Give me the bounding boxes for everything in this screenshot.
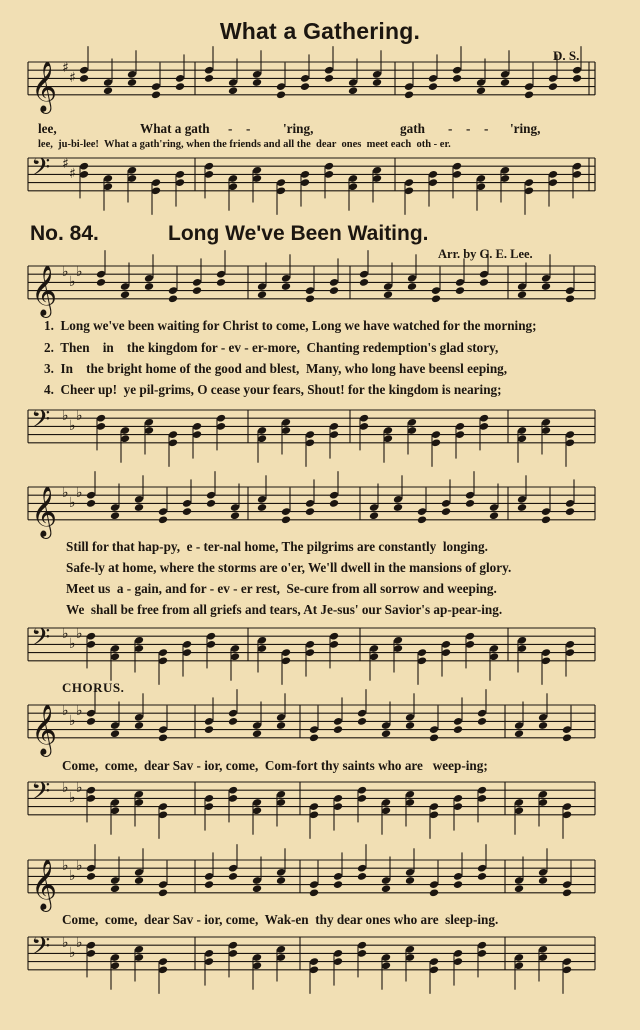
note-head <box>329 499 339 508</box>
verse-4-line-a: 4. Cheer up! ye pil-grims, O cease your fears, Shout! for the kingdom is nearing; <box>44 382 502 397</box>
flat-icon: ♭ <box>76 408 83 424</box>
note-head <box>204 74 214 83</box>
note-head <box>120 290 130 299</box>
top-lyric-1j: 'ring, <box>510 121 541 136</box>
note-head <box>110 729 120 738</box>
top-lyric-1f: gath <box>400 121 425 136</box>
flat-icon: ♭ <box>76 858 83 874</box>
note-head <box>158 888 168 897</box>
flat-icon: ♭ <box>62 264 69 280</box>
note-head <box>562 733 572 742</box>
verse-1-line-a: 1. Long we've been waiting for Christ to come, Long we have watched for the morning; <box>44 318 537 333</box>
note-head <box>103 86 113 95</box>
note-head <box>453 880 463 889</box>
note-head <box>548 82 558 91</box>
note-head <box>477 717 487 726</box>
flat-icon: ♭ <box>76 703 83 719</box>
top-lyric-2: lee, ju-bi-lee! What a gath'ring, when the friends and all the dear ones meet each oth - er. <box>38 139 451 150</box>
note-head <box>514 884 524 893</box>
note-head <box>204 725 214 734</box>
note-head <box>333 880 343 889</box>
note-head <box>134 503 144 512</box>
note-head <box>431 294 441 303</box>
note-head <box>86 717 96 726</box>
flat-icon: ♭ <box>62 485 69 501</box>
sharp-icon: ♯ <box>69 166 76 182</box>
treble-clef-icon: 𝄞 <box>31 858 58 910</box>
flat-icon: ♭ <box>76 780 83 796</box>
flat-icon: ♭ <box>69 790 76 806</box>
note-head <box>228 717 238 726</box>
note-head <box>381 884 391 893</box>
note-head <box>228 872 238 881</box>
note-head <box>369 511 379 520</box>
note-head <box>489 511 499 520</box>
note-head <box>96 278 106 287</box>
note-head <box>524 90 534 99</box>
flat-icon: ♭ <box>62 780 69 796</box>
arranger-credit: Arr. by G. E. Lee. <box>438 247 533 261</box>
note-head <box>372 78 382 87</box>
top-lyric-1b: What a gath <box>140 121 210 136</box>
note-head <box>182 507 192 516</box>
note-head <box>305 507 315 516</box>
note-head <box>333 725 343 734</box>
note-head <box>428 82 438 91</box>
note-head <box>514 729 524 738</box>
note-head <box>281 282 291 291</box>
top-lyric-1a: lee, <box>38 121 57 136</box>
note-head <box>541 515 551 524</box>
bass-clef-icon: 𝄢 <box>31 623 51 658</box>
flat-icon: ♭ <box>69 713 76 729</box>
flat-icon: ♭ <box>69 636 76 652</box>
verse-2-line-a: 2. Then in the kingdom for - ev - er-more, Chanting redemption's glad story, <box>44 340 499 355</box>
note-head <box>407 282 417 291</box>
note-head <box>276 90 286 99</box>
verse-4-line-b: We shall be free from all griefs and tears, At Je-sus' our Savior's ap-pear-ing. <box>66 602 503 617</box>
top-lyric-1c: - <box>228 121 233 136</box>
chorus-line-2: Come, come, dear Sav - ior, come, Wak-en thy dear ones who are sleep-ing. <box>62 912 499 927</box>
bass-clef-icon: 𝄢 <box>31 777 51 812</box>
flat-icon: ♭ <box>62 703 69 719</box>
note-head <box>465 499 475 508</box>
top-lyric-1g: - <box>448 121 453 136</box>
ds-mark: D. S. <box>553 48 580 63</box>
note-head <box>192 286 202 295</box>
note-head <box>276 876 286 885</box>
chorus-label: CHORUS. <box>62 680 125 695</box>
note-head <box>562 888 572 897</box>
hymn-title: Long We've Been Waiting. <box>168 222 429 245</box>
note-head <box>252 729 262 738</box>
note-head <box>453 725 463 734</box>
note-head <box>429 888 439 897</box>
top-lyric-1d: - <box>246 121 251 136</box>
note-head <box>151 90 161 99</box>
note-head <box>357 872 367 881</box>
sharp-icon: ♯ <box>69 70 76 86</box>
note-head <box>206 499 216 508</box>
sharp-icon: ♯ <box>62 156 69 172</box>
note-head <box>393 503 403 512</box>
note-head <box>324 74 334 83</box>
note-head <box>86 872 96 881</box>
flat-icon: ♭ <box>62 626 69 642</box>
staff <box>28 153 595 191</box>
note-head <box>383 290 393 299</box>
flat-icon: ♭ <box>69 868 76 884</box>
note-head <box>417 515 427 524</box>
note-head <box>309 733 319 742</box>
note-head <box>305 294 315 303</box>
note-head <box>276 721 286 730</box>
note-head <box>517 503 527 512</box>
verse-2-line-b: Safe-ly at home, where the storms are o'er, We'll dwell in the mansions of glory. <box>66 560 512 575</box>
sharp-icon: ♯ <box>62 60 69 76</box>
note-head <box>216 278 226 287</box>
note-head <box>127 78 137 87</box>
chorus-line-1: Come, come, dear Sav - ior, come, Com-fort thy saints who are weep-ing; <box>62 758 488 773</box>
note-head <box>252 884 262 893</box>
note-head <box>309 888 319 897</box>
note-head <box>110 511 120 520</box>
note-head <box>500 78 510 87</box>
note-head <box>204 880 214 889</box>
flat-icon: ♭ <box>76 935 83 951</box>
flat-icon: ♭ <box>69 418 76 434</box>
note-head <box>134 721 144 730</box>
note-head <box>479 278 489 287</box>
note-head <box>281 515 291 524</box>
note-head <box>357 717 367 726</box>
verse-3-line-b: Meet us a - gain, and for - ev - er rest, Se-cure from all sorrow and weeping. <box>66 581 497 596</box>
note-head <box>476 86 486 95</box>
note-head <box>158 733 168 742</box>
verse-3-line-a: 3. In the bright home of the good and blest, Many, who long have beensl eeping, <box>44 361 508 376</box>
top-song-title: What a Gathering. <box>219 18 421 44</box>
bass-clef-icon: 𝄢 <box>31 932 51 967</box>
flat-icon: ♭ <box>69 495 76 511</box>
bass-clef-icon: 𝄢 <box>31 405 51 440</box>
top-lyric-1e: 'ring, <box>283 121 314 136</box>
note-head <box>230 511 240 520</box>
top-lyric-1i: - <box>484 121 489 136</box>
note-head <box>572 74 582 83</box>
treble-clef-icon: 𝄞 <box>31 60 58 112</box>
staff <box>28 60 595 114</box>
top-lyric-1h: - <box>466 121 471 136</box>
flat-icon: ♭ <box>62 858 69 874</box>
note-head <box>329 286 339 295</box>
flat-icon: ♭ <box>69 945 76 961</box>
flat-icon: ♭ <box>62 935 69 951</box>
note-head <box>455 286 465 295</box>
treble-clef-icon: 𝄞 <box>31 703 58 755</box>
note-head <box>86 499 96 508</box>
note-head <box>477 872 487 881</box>
note-head <box>110 884 120 893</box>
note-head <box>541 282 551 291</box>
note-head <box>158 515 168 524</box>
note-head <box>257 503 267 512</box>
note-head <box>452 74 462 83</box>
note-head <box>257 290 267 299</box>
note-head <box>405 876 415 885</box>
flat-icon: ♭ <box>62 408 69 424</box>
note-head <box>228 86 238 95</box>
note-head <box>538 876 548 885</box>
flat-icon: ♭ <box>76 485 83 501</box>
note-head <box>134 876 144 885</box>
verse-1-line-b: Still for that hap-py, e - ter-nal home, The pilgrims are constantly longing. <box>66 539 488 554</box>
hymn-number: No. 84. <box>30 222 99 245</box>
note-head <box>300 82 310 91</box>
note-head <box>441 507 451 516</box>
note-head <box>168 294 178 303</box>
note-head <box>565 294 575 303</box>
note-head <box>381 729 391 738</box>
note-head <box>429 733 439 742</box>
note-head <box>252 78 262 87</box>
treble-clef-icon: 𝄞 <box>31 264 58 316</box>
note-head <box>538 721 548 730</box>
note-head <box>404 90 414 99</box>
note-head <box>144 282 154 291</box>
bass-clef-icon: 𝄢 <box>31 153 51 188</box>
note-head <box>348 86 358 95</box>
note-head <box>79 74 89 83</box>
flat-icon: ♭ <box>69 274 76 290</box>
flat-icon: ♭ <box>76 264 83 280</box>
note-head <box>517 290 527 299</box>
treble-clef-icon: 𝄞 <box>31 485 58 537</box>
note-head <box>405 721 415 730</box>
note-head <box>359 278 369 287</box>
note-head <box>175 82 185 91</box>
note-head <box>565 507 575 516</box>
flat-icon: ♭ <box>76 626 83 642</box>
